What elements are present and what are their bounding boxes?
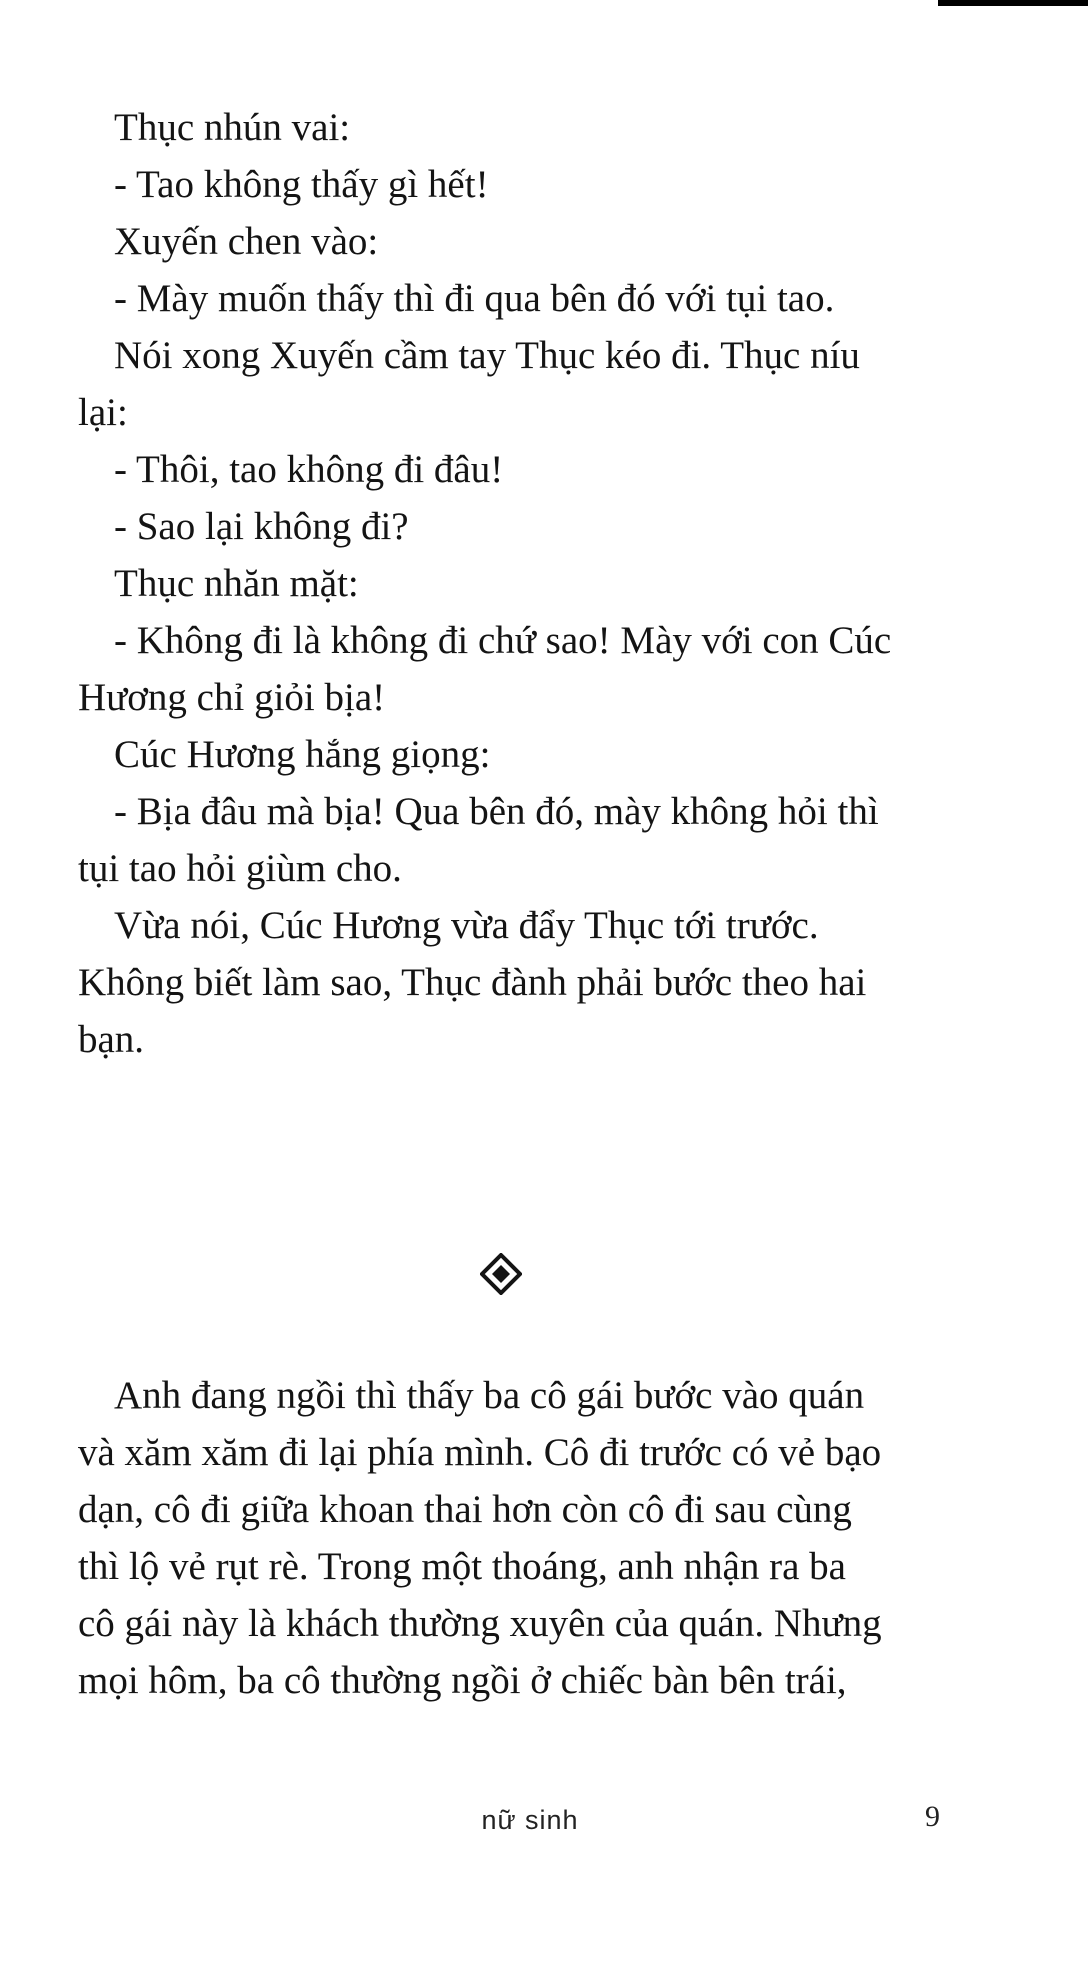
text-line: thì lộ vẻ rụt rè. Trong một thoáng, anh nhận ra ba [78,1545,846,1588]
text-line: và xăm xăm đi lại phía mình. Cô đi trước có vẻ bạo [78,1431,882,1474]
diamond-ornament-icon [480,1253,522,1295]
upper-text-block [78,100,928,1069]
page-number: 9 [925,1800,940,1833]
text-line: - Sao lại không đi? [114,505,409,548]
text-line: mọi hôm, ba cô thường ngồi ở chiếc bàn bên trái, [78,1659,847,1702]
text-line: cô gái này là khách thường xuyên của quán. Nhưng [78,1602,882,1645]
text-line: Cúc Hương hắng giọng: [114,733,491,776]
text-line: Anh đang ngồi thì thấy ba cô gái bước vào quán [114,1374,865,1417]
running-footer-title: nữ sinh [481,1805,579,1835]
text-line: Xuyến chen vào: [114,220,379,263]
scan-edge-mark [938,0,1088,6]
text-line: lại: [78,391,128,434]
text-line: - Thôi, tao không đi đâu! [114,448,504,491]
text-line: dạn, cô đi giữa khoan thai hơn còn cô đi sau cùng [78,1488,852,1531]
text-line: - Tao không thấy gì hết! [114,163,489,206]
text-line: tụi tao hỏi giùm cho. [78,847,402,890]
text-line: Thục nhún vai: [114,106,351,149]
text-line: Không biết làm sao, Thục đành phải bước theo hai [78,961,867,1004]
text-line: Hương chỉ giỏi bịa! [78,676,386,719]
text-line: - Bịa đâu mà bịa! Qua bên đó, mày không hỏi thì [114,790,879,833]
text-line: bạn. [78,1018,145,1061]
text-line: Thục nhăn mặt: [114,562,359,605]
lower-text-block [78,1368,928,1710]
text-line: - Mày muốn thấy thì đi qua bên đó với tụi tao. [114,277,835,320]
text-line: Nói xong Xuyến cầm tay Thục kéo đi. Thục níu [114,334,860,377]
text-line: - Không đi là không đi chứ sao! Mày với con Cúc [114,619,892,662]
text-line: Vừa nói, Cúc Hương vừa đẩy Thục tới trước. [114,904,819,947]
